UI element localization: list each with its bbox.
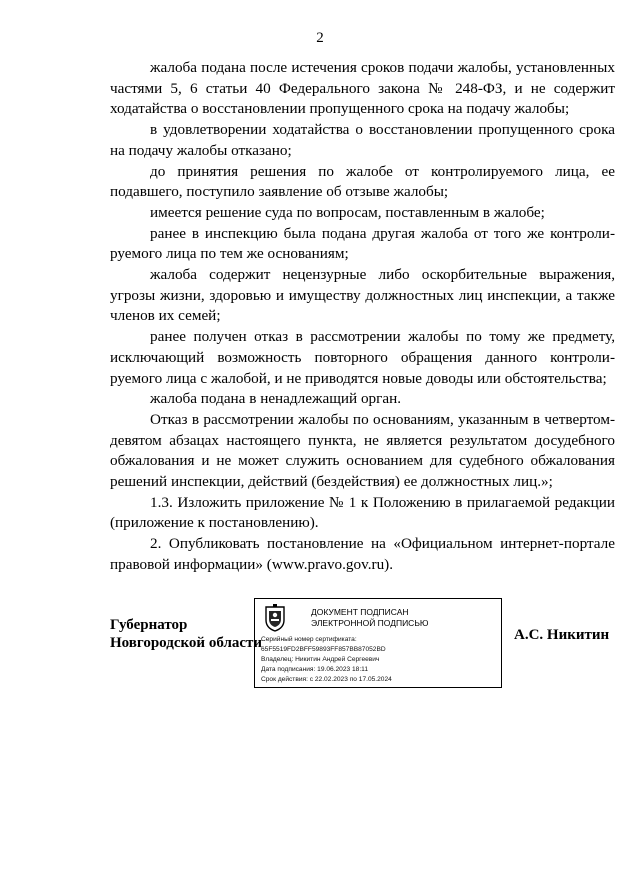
cert-validity: Срок действия: с 22.02.2023 по 17.05.2024 xyxy=(261,676,392,683)
cert-label: Серийный номер сертификата: xyxy=(261,636,357,643)
cert-number: 65F5519FD2BFF59893FF857BB87052BD xyxy=(261,646,386,653)
signatory-name: А.С. Никитин xyxy=(514,627,610,643)
electronic-signature-stamp xyxy=(254,598,502,688)
paragraph: ранее в инспекцию была подана другая жалоба от того же контролируемого лица по тем же основаниям; xyxy=(110,224,615,263)
position-line-2: Новгородской области xyxy=(110,635,263,651)
signed-date: Дата подписания: 19.06.2023 18:11 xyxy=(261,666,368,673)
coat-of-arms-emblem xyxy=(260,603,290,633)
paragraph: Отказ в рассмотрении жалобы по основаниям, указанным в четвертом-девятом абзацах настоящего пункта, не является результатом досудебного обжалования и не может служить основанием для судебного обжалования решений инспекции, действий (бездействия) ее должностных лиц.»; xyxy=(110,410,615,491)
stamp-title: ДОКУМЕНТ ПОДПИСАН ЭЛЕКТРОННОЙ ПОДПИСЬЮ xyxy=(311,607,429,628)
paragraph: жалоба подана в ненадлежащий орган. xyxy=(150,390,402,408)
cert-owner: Владелец: Никитин Андрей Сергеевич xyxy=(261,656,380,663)
paragraph: ранее получен отказ в рассмотрении жалобы по тому же предмету, исключающий возможность повторного обращения данного контролируемого лица с жалобой, и не приводятся новые доводы или обстоятельства; xyxy=(110,328,615,387)
paragraph: 2. Опубликовать постановление на «Официальном интернет-портале правовой информации» (www.pravo.gov.ru). xyxy=(110,535,615,573)
stamp-details xyxy=(261,635,392,685)
paragraph: жалоба подана после истечения сроков подачи жалобы, установленных частями 5, 6 статьи 40 Федерального закона № 248-ФЗ, и не содержит ходатайства о восстановлении пропущенного срока на подачу жалобы; xyxy=(110,59,615,118)
paragraph: имеется решение суда по вопросам, поставленным в жалобе; xyxy=(150,203,545,221)
paragraph: жалоба содержит нецензурные либо оскорбительные выражения, угрозы жизни, здоровью и имуществу должностных лиц инспекции, а также членов их семей; xyxy=(110,266,615,325)
position-line-1: Губернатор xyxy=(110,617,188,633)
page-number: 2 xyxy=(316,30,324,46)
paragraph: в удовлетворении ходатайства о восстановлении пропущенного срока на подачу жалобы отказано; xyxy=(110,121,615,159)
paragraph: до принятия решения по жалобе от контролируемого лица, ее подавшего, поступило заявление об отзыве жалобы; xyxy=(110,162,615,201)
body-text xyxy=(110,58,615,576)
signatory-position xyxy=(110,616,262,652)
paragraph: 1.3. Изложить приложение № 1 к Положению в прилагаемой редакции (приложение к постановлению). xyxy=(110,493,615,532)
